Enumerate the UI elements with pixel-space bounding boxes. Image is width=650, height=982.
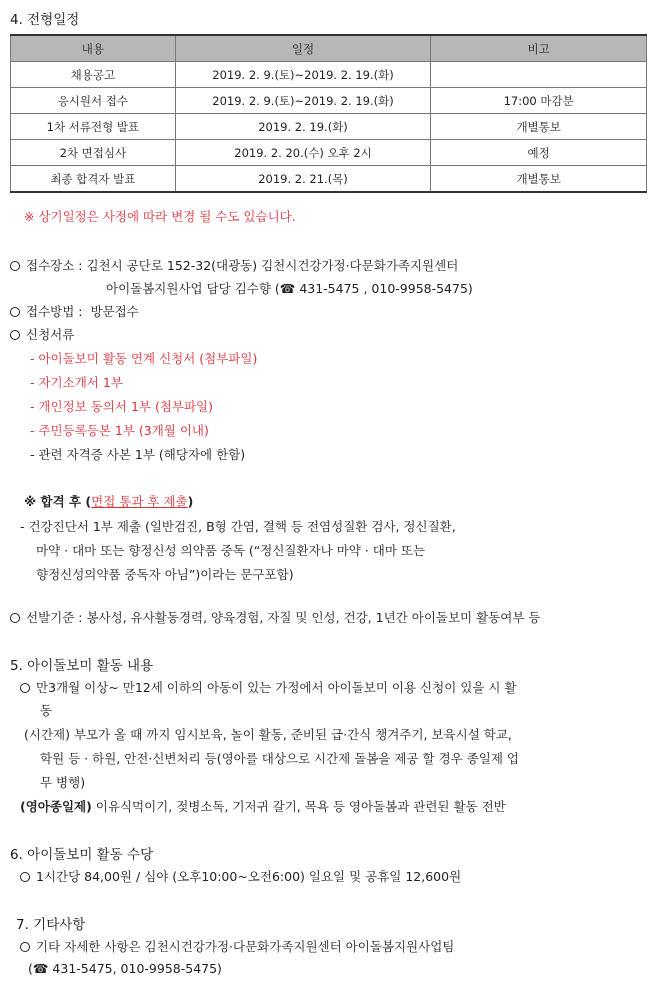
table-cell: 채용공고 [11,62,176,88]
pass-suffix: ) [187,494,194,509]
table-cell: 예정 [431,140,647,166]
doc-item: - 개인정보 동의서 1부 (첨부파일) [30,399,214,414]
circle-bullet-icon [10,307,20,317]
table-cell: 2019. 2. 9.(토)~2019. 2. 19.(화) [175,88,431,114]
circle-bullet-icon [10,330,20,340]
allowance [20,867,461,885]
pass-notice [24,492,193,510]
criteria-value: 봉사성, 유사활동경력, 양육경험, 자질 및 인성, 건강, 1년간 아이돌보미 활동여부 등 [86,610,541,625]
table-cell: 2019. 2. 21.(목) [175,166,431,193]
docs-label: 신청서류 [26,327,75,342]
place-line2: 아이돌봄지원사업 담당 김수향 (☎ 431-5475 , 010-9958-5475) [106,281,473,296]
circle-bullet-icon [10,261,20,271]
doc-item: - 관련 자격증 사본 1부 (해당자에 한함) [30,447,246,462]
method-value: 방문접수 [90,304,139,319]
circle-bullet-icon [20,872,30,882]
table-cell: 1차 서류전형 발표 [11,114,176,140]
header-content: 내용 [11,35,176,62]
schedule-table [10,34,647,193]
hourly-line3: 무 병행) [40,775,86,790]
table-row [11,166,647,193]
table-cell: 최종 합격자 발표 [11,166,176,193]
table-row [11,62,647,88]
method-label: 접수방법 : [26,304,83,319]
activity-intro [20,678,517,696]
table-cell [431,62,647,88]
health-line3: 향정신성의약품 중독자 아님”)이라는 문구포함) [36,567,294,582]
health-line1: - 건강진단서 1부 제출 (일반검진, B형 간염, 결핵 등 전염성질환 검사, 정신질환, [20,519,456,534]
table-header-row [11,35,647,62]
table-cell: 2019. 2. 19.(화) [175,114,431,140]
section7-title: 7. 기타사항 [16,917,86,933]
table-row [11,88,647,114]
table-cell: 개별통보 [431,166,647,193]
doc-item: - 자기소개서 1부 [30,375,123,390]
pass-prefix: ※ 합격 후 ( [24,494,92,509]
table-row [11,114,647,140]
criteria-label: 선발기준 : [26,610,83,625]
header-schedule: 일정 [175,35,431,62]
table-cell: 2019. 2. 20.(수) 오후 2시 [175,140,431,166]
hourly-line1: 부모가 올 때 까지 임시보육, 놀이 활동, 준비된 급·간식 챙겨주기, 보육시설 학교, [73,727,512,742]
table-cell: 응시원서 접수 [11,88,176,114]
allowance-value: 1시간당 84,00원 / 심야 (오후10:00~오전6:00) 일요일 및 공휴일 12,600원 [36,869,462,884]
circle-bullet-icon [20,683,30,693]
table-cell: 개별통보 [431,114,647,140]
pass-link: 면접 통과 후 제출 [91,494,188,509]
doc-item: - 아이돌보미 활동 연계 신청서 (첨부파일) [30,351,258,366]
table-cell: 2차 면접심사 [11,140,176,166]
place-label: 접수장소 : [26,258,83,273]
infant-care [20,797,506,815]
selection-criteria [10,608,540,626]
schedule-notice: ※ 상기일정은 사정에 따라 변경 될 수도 있습니다. [24,209,296,224]
hourly-line2: 학원 등 · 하원, 안전·신변처리 등(영아를 대상으로 시간제 돌봄을 제공 할 경우 종일제 업 [40,751,520,766]
place-line1: 김천시 공단로 152-32(대광동) 김천시건강가정·다문화가족지원센터 [86,258,459,273]
table-row [11,140,647,166]
health-line2: 마약 · 대마 또는 향정신성 의약품 중독 (“정신질환자나 마약 · 대마 또는 [36,543,426,558]
intro-line1: 만3개월 이상~ 만12세 이하의 아동이 있는 가정에서 아이돌보미 이용 신청이 있을 시 활 [36,680,517,695]
reception-method [10,302,139,320]
section4-title: 4. 전형일정 [10,12,80,28]
etc-line1: 기타 자세한 사항은 김천시건강가정·다문화가족지원센터 아이돌봄지원사업팀 [36,939,455,954]
documents-heading [10,325,74,343]
etc-info [20,937,454,955]
infant-label: (영아종일제) [20,799,92,814]
table-cell: 2019. 2. 9.(토)~2019. 2. 19.(화) [175,62,431,88]
circle-bullet-icon [10,613,20,623]
infant-value: 이유식먹이기, 젖병소독, 기저귀 갈기, 목욕 등 영아돌봄과 관련된 활동 전반 [95,799,506,814]
hourly-label: (시간제) [24,727,70,742]
section5-title: 5. 아이돌보미 활동 내용 [10,658,154,674]
intro-line2: 동 [40,703,53,718]
table-cell: 17:00 마감분 [431,88,647,114]
section6-title: 6. 아이돌보미 활동 수당 [10,847,154,863]
reception-place [10,256,458,274]
circle-bullet-icon [20,942,30,952]
etc-line2: (☎ 431-5475, 010-9958-5475) [28,961,222,976]
hourly-care [24,725,512,743]
header-remark: 비고 [431,35,647,62]
doc-item: - 주민등록등본 1부 (3개월 이내) [30,423,209,438]
